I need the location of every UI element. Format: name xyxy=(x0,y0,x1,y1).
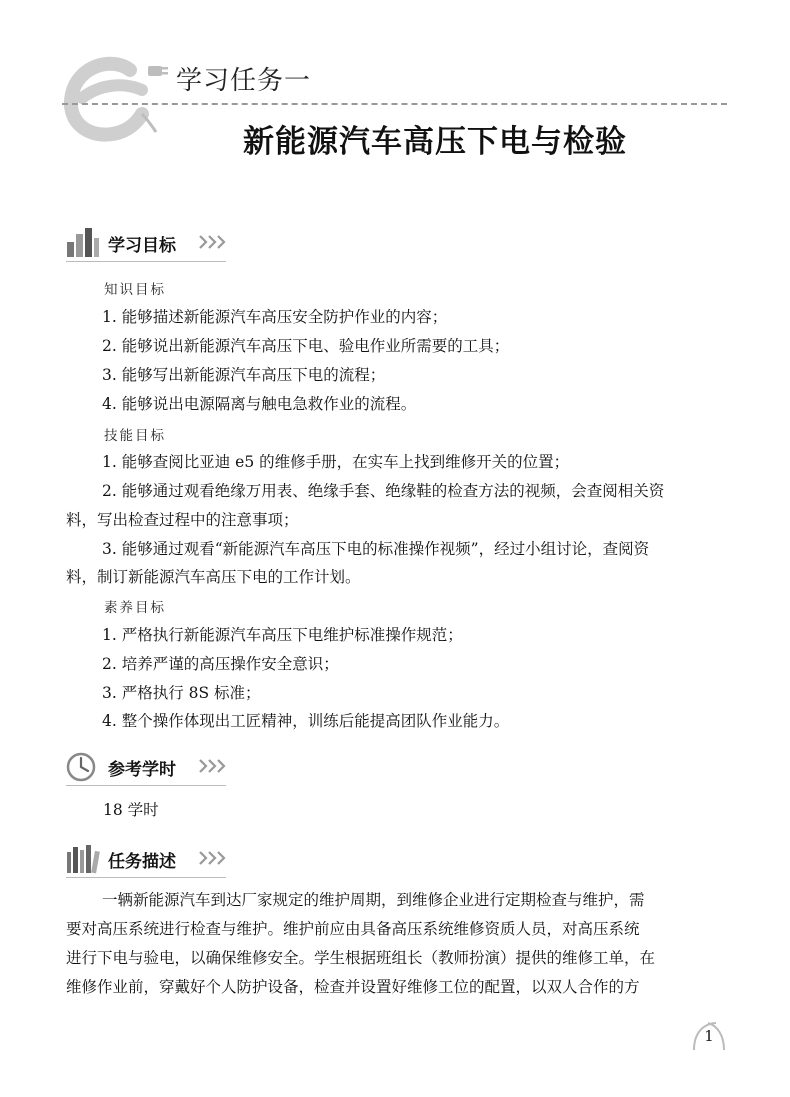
skill-goal-line: 料，制订新能源汽车高压下电的工作计划。 xyxy=(66,568,361,586)
knowledge-goal-item: 4. 能够说出电源隔离与触电急救作业的流程。 xyxy=(102,395,417,413)
knowledge-goal-item: 3. 能够写出新能源汽车高压下电的流程； xyxy=(102,366,386,384)
task-label: 学习任务一 xyxy=(176,66,312,96)
section-header-goals xyxy=(66,228,226,262)
skill-goal-line: 3. 能够通过观看“新能源汽车高压下电的标准操作视频”，经过小组讨论，查阅资 xyxy=(102,540,650,558)
section-title-goals: 学习目标 xyxy=(108,236,176,256)
books-icon xyxy=(66,844,100,874)
page-number-text: 1 xyxy=(704,1027,714,1045)
page-number xyxy=(690,1020,728,1052)
section-underline xyxy=(66,877,226,878)
skill-goals-heading: 技能目标 xyxy=(104,428,166,444)
skill-goal-line: 料，写出检查过程中的注意事项； xyxy=(66,511,299,529)
chevron-right-icon xyxy=(198,758,228,774)
description-line: 要对高压系统进行检查与维护。维护前应由具备高压系统维修资质人员，对高压系统 xyxy=(66,920,640,938)
knowledge-goal-item: 2. 能够说出新能源汽车高压下电、验电作业所需要的工具； xyxy=(102,337,510,355)
description-line: 维修作业前，穿戴好个人防护设备，检查并设置好维修工位的配置，以双人合作的方 xyxy=(66,978,640,996)
quality-goal-item: 1. 严格执行新能源汽车高压下电维护标准操作规范； xyxy=(102,626,463,644)
quality-goals-heading: 素养目标 xyxy=(104,600,166,616)
skill-goal-line: 1. 能够查阅比亚迪 e5 的维修手册，在实车上找到维修开关的位置； xyxy=(102,453,570,471)
skill-goal-line: 2. 能够通过观看绝缘万用表、绝缘手套、绝缘鞋的检查方法的视频，会查阅相关资 xyxy=(102,482,665,500)
chevron-right-icon xyxy=(198,850,228,866)
section-header-description xyxy=(66,844,226,878)
section-title-description: 任务描述 xyxy=(108,852,176,872)
quality-goal-item: 2. 培养严谨的高压操作安全意识； xyxy=(102,655,339,673)
page-title: 新能源汽车高压下电与检验 xyxy=(243,124,627,160)
knowledge-goal-item: 1. 能够描述新能源汽车高压安全防护作业的内容； xyxy=(102,308,448,326)
section-title-hours: 参考学时 xyxy=(108,760,176,780)
hours-value: 18 学时 xyxy=(103,801,159,819)
clock-icon xyxy=(66,752,100,782)
description-line: 一辆新能源汽车到达厂家规定的维护周期，到维修企业进行定期检查与维护，需 xyxy=(102,891,645,909)
knowledge-goals-heading: 知识目标 xyxy=(104,282,166,298)
section-header-hours xyxy=(66,752,226,786)
bar-chart-icon xyxy=(66,228,100,258)
description-line: 进行下电与验电，以确保维修安全。学生根据班组长（教师扮演）提供的维修工单，在 xyxy=(66,949,656,967)
chevron-right-icon xyxy=(198,234,228,250)
section-underline xyxy=(66,785,226,786)
e-plug-logo-icon xyxy=(60,48,170,143)
quality-goal-item: 4. 整个操作体现出工匠精神，训练后能提高团队作业能力。 xyxy=(102,712,510,730)
section-underline xyxy=(66,261,226,262)
quality-goal-item: 3. 严格执行 8S 标准； xyxy=(102,684,261,702)
header-divider xyxy=(62,103,727,105)
